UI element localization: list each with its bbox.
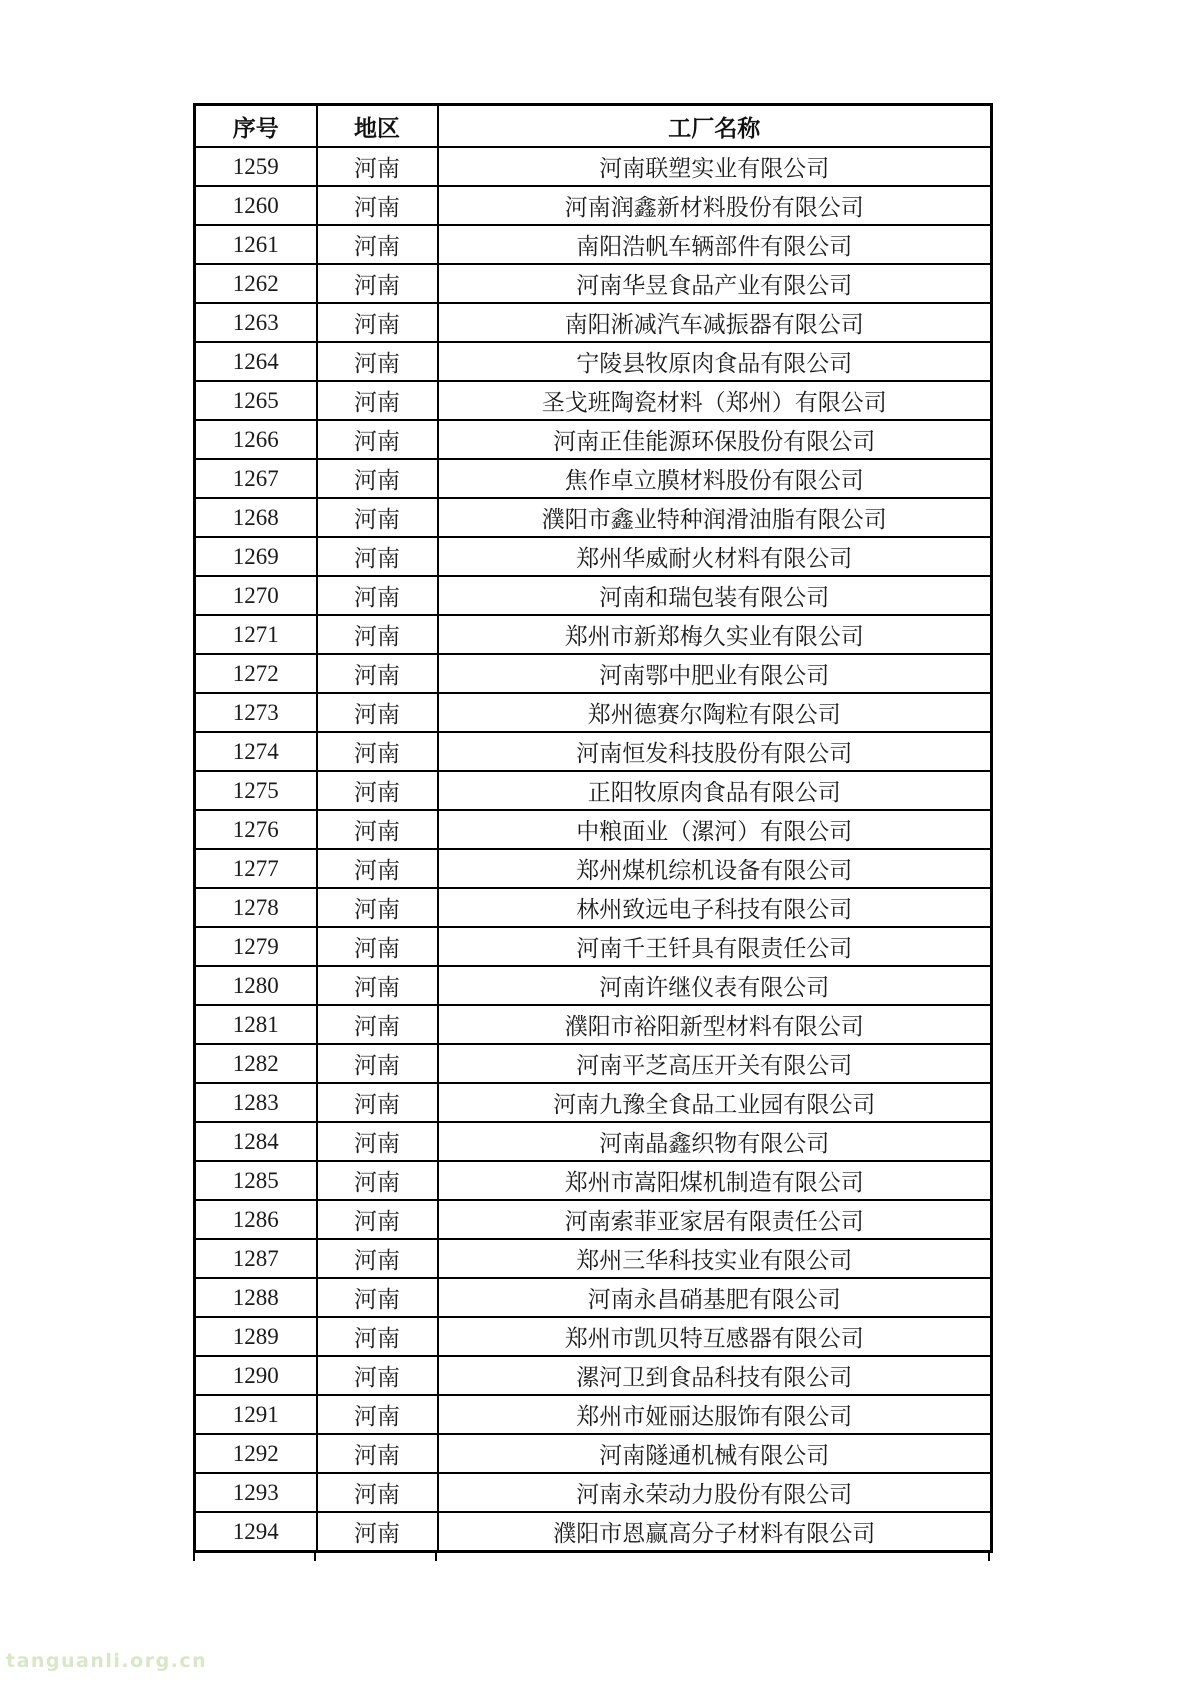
table-row <box>195 498 992 537</box>
region-cell: 河南 <box>317 1278 438 1317</box>
serial-cell: 1270 <box>195 576 317 615</box>
table-row <box>195 147 992 186</box>
region-cell: 河南 <box>317 576 438 615</box>
region-cell: 河南 <box>317 186 438 225</box>
serial-cell: 1289 <box>195 1317 317 1356</box>
factory-name-cell: 河南鄂中肥业有限公司 <box>438 654 992 693</box>
factory-name-cell: 河南晶鑫织物有限公司 <box>438 1122 992 1161</box>
region-cell: 河南 <box>317 1395 438 1434</box>
factory-name-cell: 郑州三华科技实业有限公司 <box>438 1239 992 1278</box>
table-row <box>195 303 992 342</box>
serial-cell: 1261 <box>195 225 317 264</box>
table-body <box>195 147 992 1552</box>
table-row <box>195 693 992 732</box>
serial-cell: 1281 <box>195 1005 317 1044</box>
region-cell: 河南 <box>317 810 438 849</box>
factory-name-cell: 林州致远电子科技有限公司 <box>438 888 992 927</box>
region-cell: 河南 <box>317 771 438 810</box>
region-cell: 河南 <box>317 1122 438 1161</box>
region-cell: 河南 <box>317 381 438 420</box>
table-row <box>195 1239 992 1278</box>
region-cell: 河南 <box>317 225 438 264</box>
factory-name-cell: 河南许继仪表有限公司 <box>438 966 992 1005</box>
serial-cell: 1275 <box>195 771 317 810</box>
table-row <box>195 1434 992 1473</box>
factory-name-cell: 郑州德赛尔陶粒有限公司 <box>438 693 992 732</box>
factory-name-cell: 河南华昱食品产业有限公司 <box>438 264 992 303</box>
serial-cell: 1291 <box>195 1395 317 1434</box>
factory-name-cell: 郑州市凯贝特互感器有限公司 <box>438 1317 992 1356</box>
factory-name-cell: 河南润鑫新材料股份有限公司 <box>438 186 992 225</box>
region-cell: 河南 <box>317 1239 438 1278</box>
region-cell: 河南 <box>317 966 438 1005</box>
serial-cell: 1260 <box>195 186 317 225</box>
clipped-row-border-stub <box>314 1553 316 1561</box>
serial-cell: 1264 <box>195 342 317 381</box>
region-cell: 河南 <box>317 1512 438 1552</box>
table-row <box>195 1395 992 1434</box>
region-cell: 河南 <box>317 654 438 693</box>
clipped-row-border-stub <box>193 1553 195 1561</box>
serial-cell: 1278 <box>195 888 317 927</box>
serial-cell: 1272 <box>195 654 317 693</box>
table-row <box>195 888 992 927</box>
factory-name-cell: 河南和瑞包装有限公司 <box>438 576 992 615</box>
column-header-factory: 工厂名称 <box>438 105 992 148</box>
table-row <box>195 1044 992 1083</box>
serial-cell: 1286 <box>195 1200 317 1239</box>
serial-cell: 1284 <box>195 1122 317 1161</box>
region-cell: 河南 <box>317 1083 438 1122</box>
table-row <box>195 342 992 381</box>
factory-name-cell: 河南联塑实业有限公司 <box>438 147 992 186</box>
table-row <box>195 225 992 264</box>
clipped-row-border-stub <box>988 1553 990 1561</box>
table-row <box>195 1161 992 1200</box>
table-row <box>195 1278 992 1317</box>
table-row <box>195 264 992 303</box>
column-header-serial: 序号 <box>195 105 317 148</box>
serial-cell: 1276 <box>195 810 317 849</box>
serial-cell: 1283 <box>195 1083 317 1122</box>
factory-name-cell: 河南永荣动力股份有限公司 <box>438 1473 992 1512</box>
region-cell: 河南 <box>317 1044 438 1083</box>
factory-name-cell: 河南正佳能源环保股份有限公司 <box>438 420 992 459</box>
table-row <box>195 615 992 654</box>
factory-name-cell: 河南九豫全食品工业园有限公司 <box>438 1083 992 1122</box>
region-cell: 河南 <box>317 927 438 966</box>
factory-name-cell: 郑州华威耐火材料有限公司 <box>438 537 992 576</box>
factory-name-cell: 郑州煤机综机设备有限公司 <box>438 849 992 888</box>
serial-cell: 1259 <box>195 147 317 186</box>
table-row <box>195 732 992 771</box>
region-cell: 河南 <box>317 615 438 654</box>
factory-name-cell: 圣戈班陶瓷材料（郑州）有限公司 <box>438 381 992 420</box>
serial-cell: 1273 <box>195 693 317 732</box>
serial-cell: 1287 <box>195 1239 317 1278</box>
serial-cell: 1263 <box>195 303 317 342</box>
factory-name-cell: 漯河卫到食品科技有限公司 <box>438 1356 992 1395</box>
factory-name-cell: 郑州市嵩阳煤机制造有限公司 <box>438 1161 992 1200</box>
serial-cell: 1269 <box>195 537 317 576</box>
table-row <box>195 1083 992 1122</box>
column-header-region: 地区 <box>317 105 438 148</box>
region-cell: 河南 <box>317 1473 438 1512</box>
table-row <box>195 186 992 225</box>
serial-cell: 1262 <box>195 264 317 303</box>
serial-cell: 1285 <box>195 1161 317 1200</box>
table-row <box>195 537 992 576</box>
serial-cell: 1277 <box>195 849 317 888</box>
region-cell: 河南 <box>317 342 438 381</box>
serial-cell: 1282 <box>195 1044 317 1083</box>
factory-name-cell: 郑州市娅丽达服饰有限公司 <box>438 1395 992 1434</box>
factory-name-cell: 郑州市新郑梅久实业有限公司 <box>438 615 992 654</box>
serial-cell: 1292 <box>195 1434 317 1473</box>
factory-name-cell: 焦作卓立膜材料股份有限公司 <box>438 459 992 498</box>
region-cell: 河南 <box>317 732 438 771</box>
region-cell: 河南 <box>317 1161 438 1200</box>
region-cell: 河南 <box>317 888 438 927</box>
clipped-row-border-stub <box>435 1553 437 1561</box>
serial-cell: 1288 <box>195 1278 317 1317</box>
region-cell: 河南 <box>317 1005 438 1044</box>
table-row <box>195 849 992 888</box>
factory-name-cell: 河南千王钎具有限责任公司 <box>438 927 992 966</box>
factory-name-cell: 南阳浩帆车辆部件有限公司 <box>438 225 992 264</box>
region-cell: 河南 <box>317 693 438 732</box>
factory-table <box>193 103 993 1553</box>
factory-name-cell: 濮阳市鑫业特种润滑油脂有限公司 <box>438 498 992 537</box>
region-cell: 河南 <box>317 1200 438 1239</box>
region-cell: 河南 <box>317 147 438 186</box>
table-row <box>195 381 992 420</box>
factory-name-cell: 中粮面业（漯河）有限公司 <box>438 810 992 849</box>
table-row <box>195 1512 992 1552</box>
region-cell: 河南 <box>317 1356 438 1395</box>
table-header-row <box>195 105 992 148</box>
region-cell: 河南 <box>317 537 438 576</box>
table-row <box>195 1200 992 1239</box>
factory-name-cell: 南阳淅减汽车减振器有限公司 <box>438 303 992 342</box>
table-row <box>195 927 992 966</box>
serial-cell: 1280 <box>195 966 317 1005</box>
region-cell: 河南 <box>317 849 438 888</box>
region-cell: 河南 <box>317 1317 438 1356</box>
region-cell: 河南 <box>317 264 438 303</box>
factory-name-cell: 正阳牧原肉食品有限公司 <box>438 771 992 810</box>
serial-cell: 1266 <box>195 420 317 459</box>
factory-name-cell: 河南平芝高压开关有限公司 <box>438 1044 992 1083</box>
table-row <box>195 1122 992 1161</box>
watermark: tanguanli.org.cn <box>6 1650 208 1672</box>
serial-cell: 1268 <box>195 498 317 537</box>
region-cell: 河南 <box>317 1434 438 1473</box>
table-row <box>195 459 992 498</box>
factory-name-cell: 宁陵县牧原肉食品有限公司 <box>438 342 992 381</box>
factory-name-cell: 河南隧通机械有限公司 <box>438 1434 992 1473</box>
factory-name-cell: 河南永昌硝基肥有限公司 <box>438 1278 992 1317</box>
factory-name-cell: 河南恒发科技股份有限公司 <box>438 732 992 771</box>
serial-cell: 1274 <box>195 732 317 771</box>
table-row <box>195 1317 992 1356</box>
factory-name-cell: 濮阳市裕阳新型材料有限公司 <box>438 1005 992 1044</box>
region-cell: 河南 <box>317 303 438 342</box>
serial-cell: 1267 <box>195 459 317 498</box>
table-row <box>195 420 992 459</box>
table-row <box>195 771 992 810</box>
serial-cell: 1265 <box>195 381 317 420</box>
table-row <box>195 810 992 849</box>
factory-name-cell: 濮阳市恩赢高分子材料有限公司 <box>438 1512 992 1552</box>
table-row <box>195 576 992 615</box>
region-cell: 河南 <box>317 420 438 459</box>
table-row <box>195 1473 992 1512</box>
table-row <box>195 966 992 1005</box>
region-cell: 河南 <box>317 459 438 498</box>
serial-cell: 1290 <box>195 1356 317 1395</box>
table-row <box>195 1005 992 1044</box>
serial-cell: 1294 <box>195 1512 317 1552</box>
table-row <box>195 654 992 693</box>
region-cell: 河南 <box>317 498 438 537</box>
serial-cell: 1271 <box>195 615 317 654</box>
factory-name-cell: 河南索菲亚家居有限责任公司 <box>438 1200 992 1239</box>
serial-cell: 1293 <box>195 1473 317 1512</box>
table-row <box>195 1356 992 1395</box>
serial-cell: 1279 <box>195 927 317 966</box>
